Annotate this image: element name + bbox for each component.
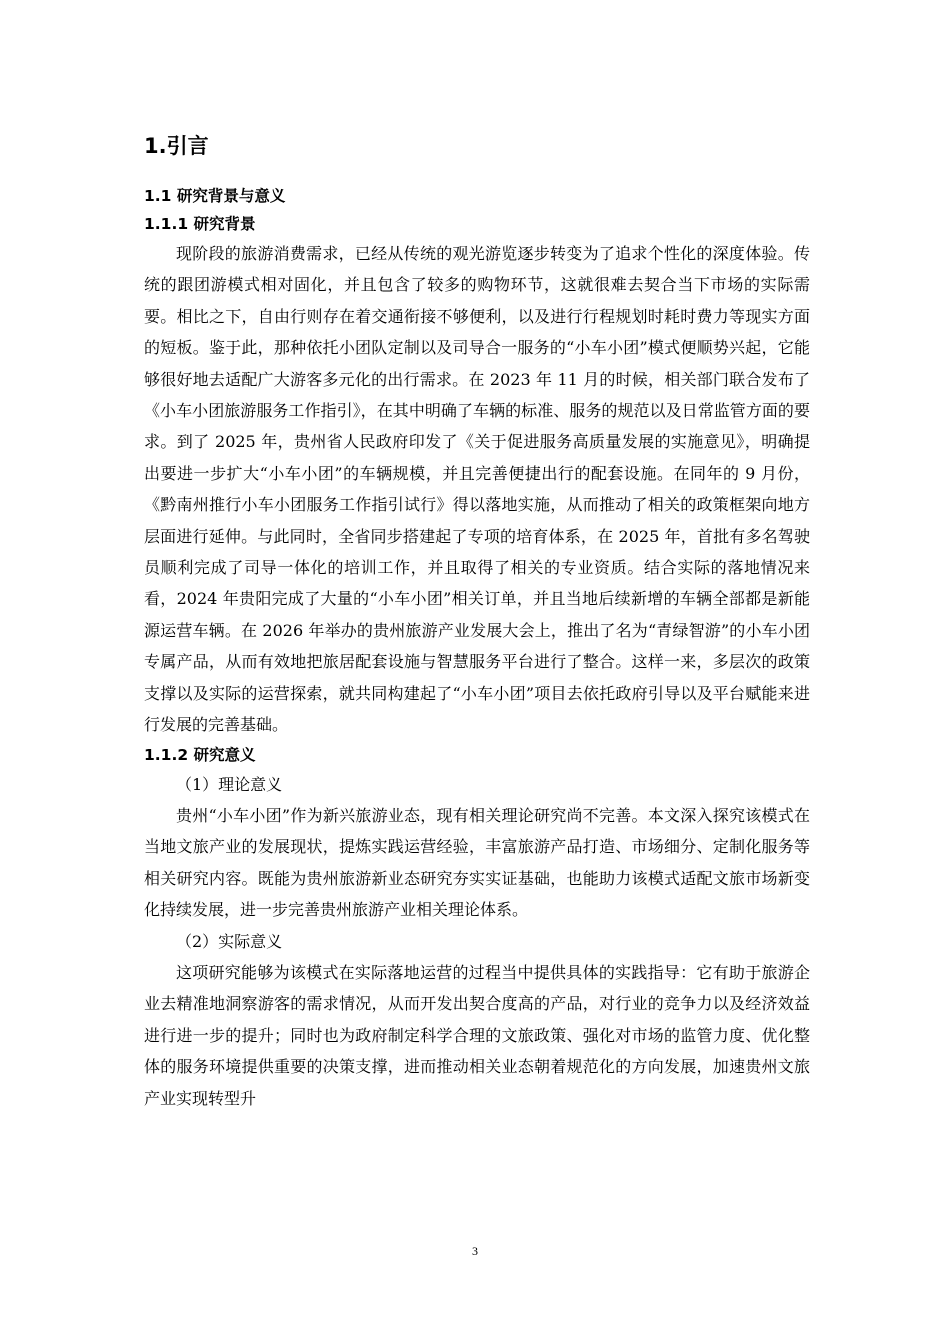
background-paragraph: 现阶段的旅游消费需求，已经从传统的观光游览逐步转变为了追求个性化的深度体验。传统的跟团游模式相对固化，并且包含了较多的购物环节，这就很难去契合当下市场的实际需要。相比之下，自由行则存在着交通衔接不够便利，以及进行行程规划时耗时费力等现实方面的短板。鉴于此，那种依托小团队定制以及司导合一服务的“小车小团”模式便顺势兴起，它能够很好地去适配广大游客多元化的出行需求。在 2023 年 11 月的时候，相关部门联合发布了《小车小团旅游服务工作指引》，在其中明确了车辆的标准、服务的规范以及日常监管方面的要求。到了 2025 年，贵州省人民政府印发了《关于促进服务高质量发展的实施意见》，明确提出要进一步扩大“小车小团”的车辆规模，并且完善便捷出行的配套设施。在同年的 9 月份，《黔南州推行小车小团服务工作指引试行》得以落地实施，从而推动了相关的政策框架向地方层面进行延伸。与此同时，全省同步搭建起了专项的培育体系，在 2025 年，首批有多名驾驶员顺利完成了司导一体化的培训工作，并且取得了相关的专业资质。结合实际的落地情况来看，2024 年贵阳完成了大量的“小车小团”相关订单，并且当地后续新增的车辆全部都是新能源运营车辆。在 2026 年举办的贵州旅游产业发展大会上，推出了名为“青绿智游”的小车小团专属产品，从而有效地把旅居配套设施与智慧服务平台进行了整合。这样一来，多层次的政策支撑以及实际的运营探索，就共同构建起了“小车小团”项目去依托政府引导以及平台赋能来进行发展的完善基础。 — [144, 244, 810, 735]
page-body — [144, 126, 810, 1114]
chapter-heading: 1.引言 — [144, 134, 209, 158]
subsection-heading-significance: 1.1.2 研究意义 — [144, 745, 256, 764]
practice-label: （2）实际意义 — [176, 931, 283, 951]
practice-paragraph: 这项研究能够为该模式在实际落地运营的过程当中提供具体的实践指导：它有助于旅游企业去精准地洞察游客的需求情况，从而开发出契合度高的产品，对行业的竞争力以及经济效益进行进一步的提升；同时也为政府制定科学合理的文旅政策、强化对市场的监管力度、优化整体的服务环境提供重要的决策支撑，进而推动相关业态朝着规范化的方向发展，加速贵州文旅产业实现转型升 — [144, 962, 810, 1108]
theory-label: （1）理论意义 — [176, 774, 283, 794]
subsection-heading-background: 1.1.1 研究背景 — [144, 215, 256, 233]
section-heading-1-1: 1.1 研究背景与意义 — [144, 187, 286, 205]
theory-paragraph: 贵州“小车小团”作为新兴旅游业态，现有相关理论研究尚不完善。本文深入探究该模式在当地文旅产业的发展现状，提炼实践运营经验，丰富旅游产品打造、市场细分、定制化服务等相关研究内容。既能为贵州旅游新业态研究夯实实证基础，也能助力该模式适配文旅市场新变化持续发展，进一步完善贵州旅游产业相关理论体系。 — [144, 805, 810, 920]
page-number: 3 — [472, 1244, 478, 1258]
